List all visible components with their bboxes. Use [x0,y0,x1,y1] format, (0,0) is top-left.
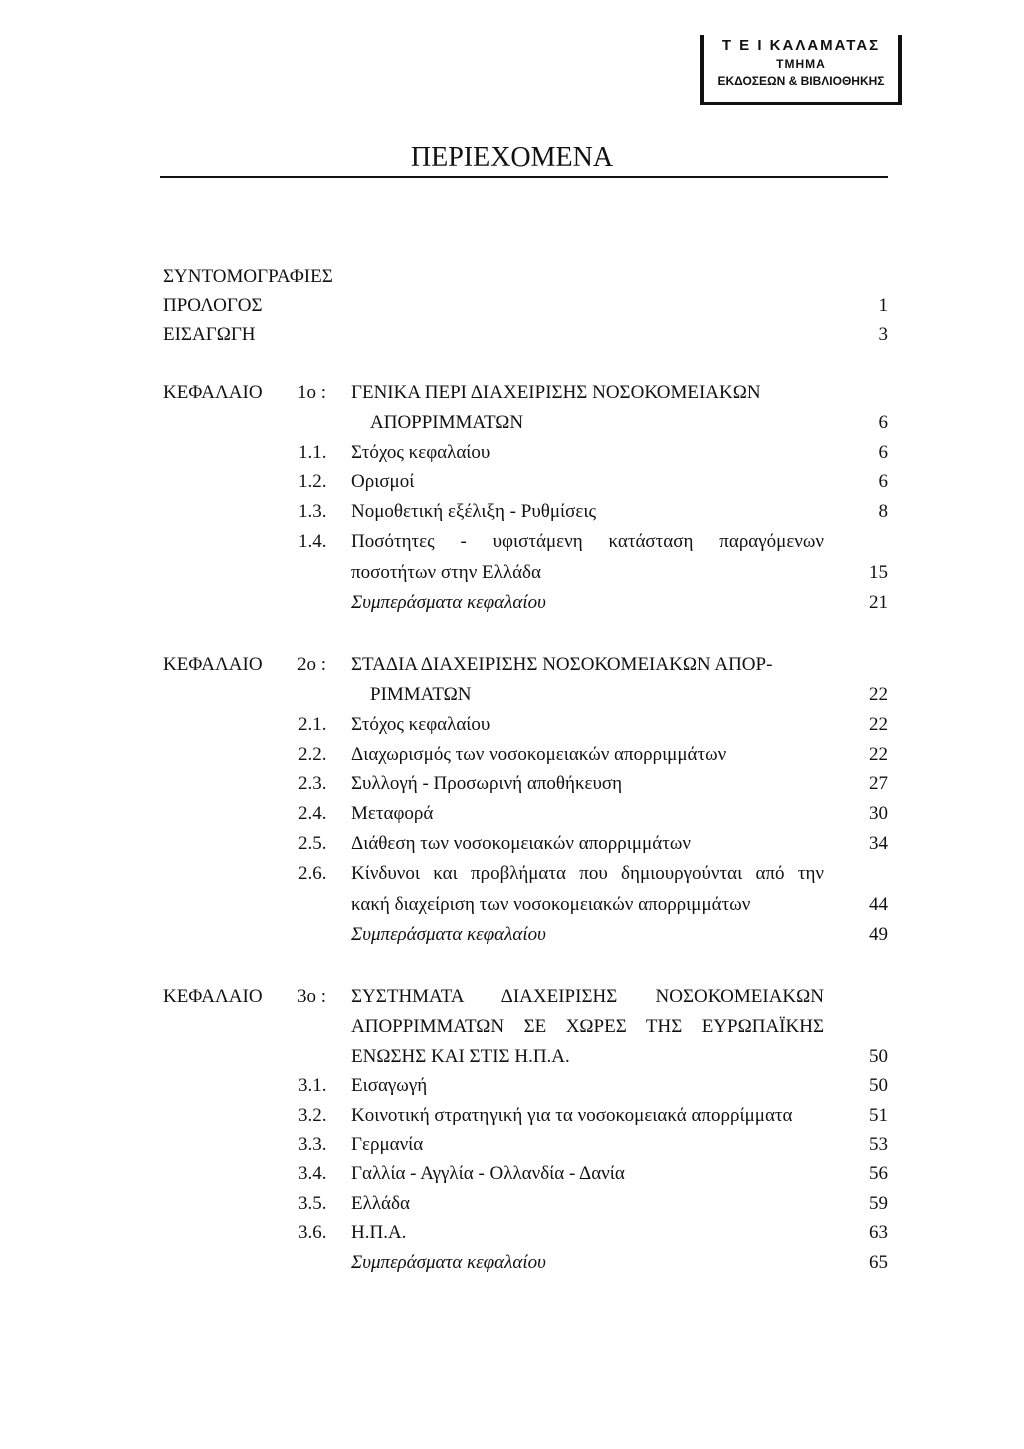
front-item-page: 3 [878,324,888,345]
section-page: 44 [869,894,888,915]
chapter-conclusion-page: 65 [869,1252,888,1273]
section-title: Ποσότητες - υφιστάμενη κατάσταση παραγόμενων [351,531,824,552]
section-title: Στόχος κεφαλαίου [351,714,491,735]
section-page: 53 [869,1134,888,1155]
section-number: 3.3. [298,1134,327,1155]
section-page: 6 [878,442,888,463]
section-number: 2.3. [298,773,327,794]
chapter-title-line: ΡΙΜΜΑΤΩΝ [370,684,472,705]
chapter-conclusion: Συμπεράσματα κεφαλαίου [351,924,546,945]
stamp-line-2: ΤΜΗΜΑ [776,57,826,71]
page-title: ΠΕΡΙΕΧΟΜΕΝΑ [410,142,614,173]
chapter-title-page: 50 [869,1046,888,1067]
section-title: Νομοθετική εξέλιξη - Ρυθμίσεις [351,501,596,522]
section-title: Στόχος κεφαλαίου [351,442,491,463]
library-stamp [700,35,902,105]
section-number: 2.5. [298,833,327,854]
section-page: 22 [869,744,888,765]
section-title: Εισαγωγή [351,1075,428,1096]
chapter-label: ΚΕΦΑΛΑΙΟ [163,986,263,1007]
stamp-line-3: ΕΚΔΟΣΕΩΝ & ΒΙΒΛΙΟΘΗΚΗΣ [717,74,885,88]
section-page: 34 [869,833,888,854]
section-page: 59 [869,1193,888,1214]
section-number: 1.1. [298,442,327,463]
section-page: 15 [869,562,888,583]
chapter-title-line: ΣΤΑΔΙΑ ΔΙΑΧΕΙΡΙΣΗΣ ΝΟΣΟΚΟΜΕΙΑΚΩΝ ΑΠΟΡ- [351,654,773,675]
section-title-cont: ποσοτήτων στην Ελλάδα [351,562,541,583]
chapter-title-page: 6 [878,412,888,433]
chapter-conclusion-page: 21 [869,592,888,613]
section-title: Διάθεση των νοσοκομειακών απορριμμάτων [351,833,691,854]
section-page: 27 [869,773,888,794]
chapter-title-line: ΑΠΟΡΡΙΜΜΑΤΩΝ [370,412,524,433]
section-number: 2.1. [298,714,327,735]
section-title: Ελλάδα [351,1193,410,1214]
section-title-cont: κακή διαχείριση των νοσοκομειακών απορριμμάτων [351,894,751,915]
chapter-conclusion: Συμπεράσματα κεφαλαίου [351,592,546,613]
section-page: 50 [869,1075,888,1096]
stamp-line-1: Τ Ε Ι ΚΑΛΑΜΑΤΑΣ [721,37,881,54]
section-page: 6 [878,471,888,492]
front-item-label: ΠΡΟΛΟΓΟΣ [163,295,263,316]
section-number: 3.1. [298,1075,327,1096]
section-page: 8 [878,501,888,522]
section-title: Γερμανία [351,1134,424,1155]
section-number: 3.6. [298,1222,327,1243]
section-page: 56 [869,1163,888,1184]
front-item-label: ΣΥΝΤΟΜΟΓΡΑΦΙΕΣ [163,266,333,287]
title-underline [160,176,888,178]
section-page: 22 [869,714,888,735]
section-number: 2.2. [298,744,327,765]
section-page: 30 [869,803,888,824]
chapter-label: ΚΕΦΑΛΑΙΟ [163,654,263,675]
chapter-conclusion: Συμπεράσματα κεφαλαίου [351,1252,546,1273]
section-title: Μεταφορά [351,803,434,824]
chapter-title-line: ΑΠΟΡΡΙΜΜΑΤΩΝ ΣΕ ΧΩΡΕΣ ΤΗΣ ΕΥΡΩΠΑΪΚΗΣ [351,1016,824,1037]
section-page: 63 [869,1222,888,1243]
chapter-title-line: ΓΕΝΙΚΑ ΠΕΡΙ ΔΙΑΧΕΙΡΙΣΗΣ ΝΟΣΟΚΟΜΕΙΑΚΩΝ [351,382,761,403]
section-title: Συλλογή - Προσωρινή αποθήκευση [351,773,623,794]
section-number: 3.5. [298,1193,327,1214]
section-number: 3.4. [298,1163,327,1184]
chapter-number: 2ο : [297,654,327,675]
chapter-title-page: 22 [869,684,888,705]
section-title: Ορισμοί [351,471,415,492]
chapter-title-line: ΕΝΩΣΗΣ ΚΑΙ ΣΤΙΣ Η.Π.Α. [351,1046,570,1067]
section-title: Η.Π.Α. [351,1222,407,1243]
section-number: 2.6. [298,863,327,884]
section-number: 1.3. [298,501,327,522]
section-title: Διαχωρισμός των νοσοκομειακών απορριμμάτων [351,744,727,765]
chapter-title-line: ΣΥΣΤΗΜΑΤΑ ΔΙΑΧΕΙΡΙΣΗΣ ΝΟΣΟΚΟΜΕΙΑΚΩΝ [351,986,824,1007]
section-number: 1.4. [298,531,327,552]
chapter-number: 3ο : [297,986,327,1007]
section-title: Κίνδυνοι και προβλήματα που δημιουργούνται από την [351,863,824,884]
front-item-label: ΕΙΣΑΓΩΓΗ [163,324,256,345]
section-page: 51 [869,1105,888,1126]
section-number: 2.4. [298,803,327,824]
section-number: 3.2. [298,1105,327,1126]
chapter-label: ΚΕΦΑΛΑΙΟ [163,382,263,403]
front-item-page: 1 [878,295,888,316]
section-number: 1.2. [298,471,327,492]
chapter-conclusion-page: 49 [869,924,888,945]
chapter-number: 1ο : [297,382,327,403]
section-title: Κοινοτική στρατηγική για τα νοσοκομειακά απορρίμματα [351,1105,793,1126]
section-title: Γαλλία - Αγγλία - Ολλανδία - Δανία [351,1163,625,1184]
